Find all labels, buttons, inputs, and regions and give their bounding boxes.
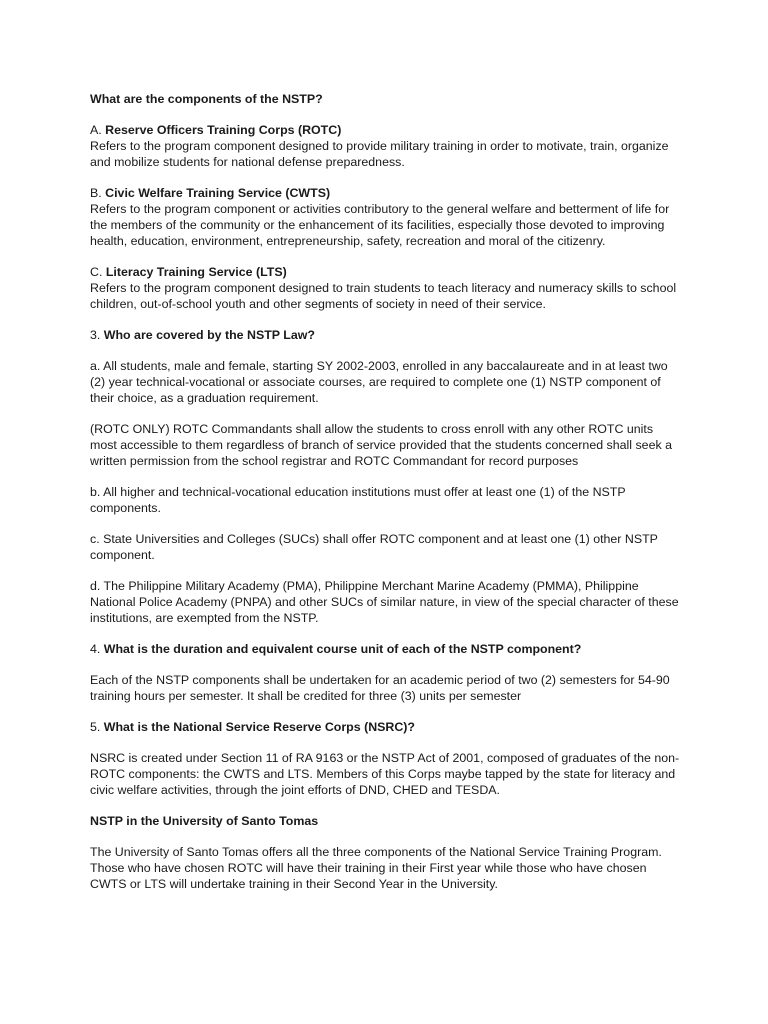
- ust-paragraph: The University of Santo Tomas offers all the three components of the National Service Training Program. Those who have chosen ROTC will have their training in their First year while those who have chosen CWTS or LTS will undertake training in their Second Year in the University.: [90, 845, 662, 891]
- component-heading: Reserve Officers Training Corps (ROTC): [105, 123, 342, 137]
- coverage-paragraph-rotc-only: (ROTC ONLY) ROTC Commandants shall allow the students to cross enroll with any other ROTC units most accessible to them regardless of branch of service provided that the students concerned shall seek a written permission from the school registrar and ROTC Commandant for record purposes: [90, 422, 672, 468]
- component-letter: C.: [90, 265, 106, 279]
- question-number: 3.: [90, 328, 104, 342]
- coverage-paragraph-b: b. All higher and technical-vocational education institutions must offer at least one (1) of the NSTP components.: [90, 485, 626, 515]
- duration-paragraph: Each of the NSTP components shall be undertaken for an academic period of two (2) semesters for 54-90 training hours per semester. It shall be credited for three (3) units per semester: [90, 673, 670, 703]
- section-heading: NSTP in the University of Santo Tomas: [90, 814, 319, 828]
- question-number: 4.: [90, 642, 104, 656]
- nsrc-paragraph: NSRC is created under Section 11 of RA 9163 or the NSTP Act of 2001, composed of graduates of the non-ROTC components: the CWTS and LTS. Members of this Corps maybe tapped by the state for literacy and civic welfare activities, through the joint efforts of DND, CHED and TESDA.: [90, 751, 680, 797]
- component-letter: B.: [90, 186, 106, 200]
- question-heading: [90, 327, 680, 343]
- component-heading: Literacy Training Service (LTS): [105, 265, 287, 279]
- document-body: [90, 91, 680, 892]
- coverage-paragraph-a: a. All students, male and female, starting SY 2002-2003, enrolled in any baccalaureate and in at least two (2) year technical-vocational or associate courses, are required to complete one (1) NSTP component of their choice, as a graduation requirement.: [90, 359, 668, 405]
- question-heading: [90, 719, 680, 735]
- component-rotc: [90, 122, 680, 170]
- component-cwts: [90, 185, 680, 249]
- component-description: Refers to the program component designed to provide military training in order to motivate, train, organize and mobilize students for national defense preparedness.: [90, 139, 669, 169]
- component-lts: [90, 264, 680, 312]
- question-number: 5.: [90, 720, 104, 734]
- component-heading: Civic Welfare Training Service (CWTS): [105, 186, 331, 200]
- component-description: Refers to the program component or activities contributory to the general welfare and betterment of life for the members of the community or the enhancement of its facilities, especially those devoted to improving health, education, environment, entrepreneurship, safety, recreation and moral of the citizenry.: [90, 202, 670, 248]
- component-letter: A.: [90, 123, 106, 137]
- question-text: What is the duration and equivalent course unit of each of the NSTP component?: [103, 642, 582, 656]
- coverage-paragraph-d: d. The Philippine Military Academy (PMA), Philippine Merchant Marine Academy (PMMA), Philippine National Police Academy (PNPA) and other SUCs of similar nature, in view of the special character of these institutions, are exempted from the NSTP.: [90, 579, 679, 625]
- question-heading: [90, 641, 680, 657]
- coverage-paragraph-c: c. State Universities and Colleges (SUCs) shall offer ROTC component and at least one (1) other NSTP component.: [90, 532, 658, 562]
- question-text: What is the National Service Reserve Corps (NSRC)?: [103, 720, 416, 734]
- question-text: Who are covered by the NSTP Law?: [103, 328, 315, 342]
- component-description: Refers to the program component designed to train students to teach literacy and numeracy skills to school children, out-of-school youth and other segments of society in need of their service.: [90, 281, 677, 311]
- page-title: What are the components of the NSTP?: [90, 92, 323, 106]
